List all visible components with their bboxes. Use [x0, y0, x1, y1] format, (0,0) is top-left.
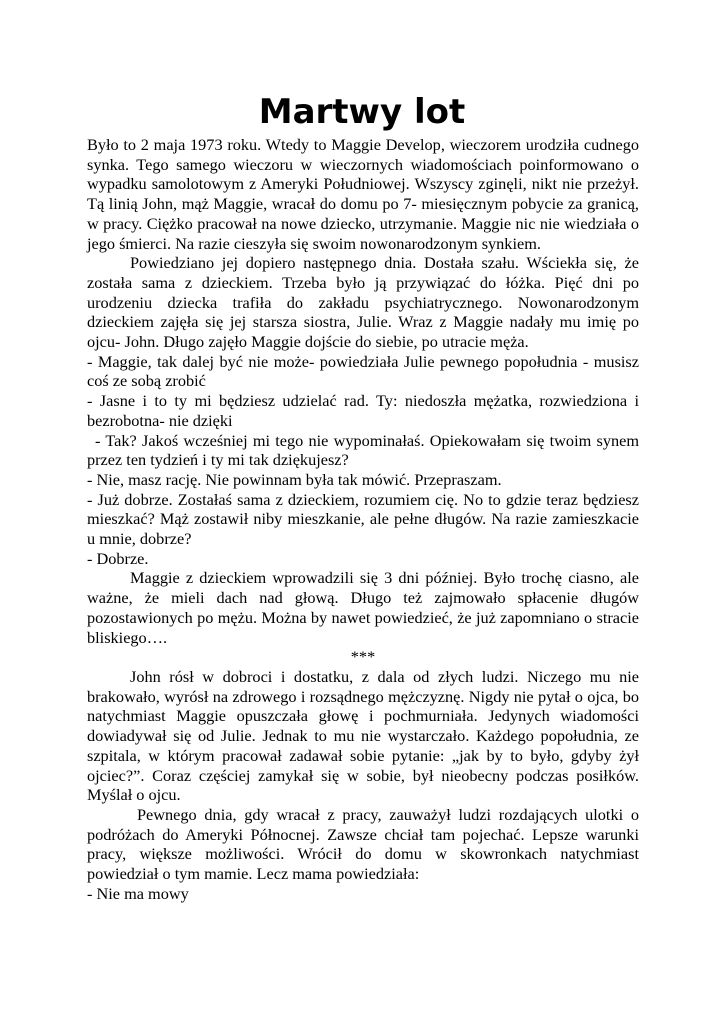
paragraph-4: John rósł w dobroci i dostatku, z dala od złych ludzi. Niczego mu nie brakowało, wyrósł na zdrowego i rozsądnego mężczyznę. Nigdy nie pytał o ojca, bo natychmiast Maggie opuszczała głowę i pochmurniała. Jedynych wiadomości dowiadywał się od Julie. Jednak to mu nie wystarczało. Każdego popołudnia, ze szpitala, w którym pracował zadawał sobie pytanie: „jak by to było, gdyby żył ojciec?”. Coraz częściej zamykał się w sobie, był nieobecny podczas posiłków. Myślał o ojcu. [87, 666, 639, 805]
dialogue-line-2: - Jasne i to ty mi będziesz udzielać rad. Ty: niedoszła mężatka, rozwiedziona i bezrobotna- nie dzięki [87, 391, 639, 430]
dialogue-line-7: - Nie ma mowy [87, 883, 189, 903]
paragraph-2: Powiedziano jej dopiero następnego dnia. Dostała szału. Wściekła się, że została sama z dzieckiem. Trzeba było ją przywiązać do łóżka. Pięć dni po urodzeniu dziecka trafiła do zakładu psychiatrycznego. Nowonarodzonym dzieckiem zajęła się jej starsza siostra, Julie. Wraz z Maggie nadały mu imię po ojcu- John. Długo zajęło Maggie dojście do siebie, po utracie męża. [87, 253, 639, 352]
paragraph-1: Było to 2 maja 1973 roku. Wtedy to Maggie Develop, wieczorem urodziła cudnego synka. Tego samego wieczoru w wieczornych wiadomościach poinformowano o wypadku samolotowym z Ameryki Południowej. Wszyscy zginęli, nikt nie przeżył. Tą linią John, mąż Maggie, wracał do domu po 7- miesięcznym pobycie za granicą, w pracy. Ciężko pracował na nowe dziecko, utrzymanie. Maggie nic nie wiedziała o jego śmierci. Na razie cieszyła się swoim nowonarodzonym synkiem. [87, 135, 639, 253]
paragraph-3: Maggie z dzieckiem wprowadzili się 3 dni później. Było trochę ciasno, ale ważne, że mieli dach nad głową. Długo też zajmowało spłacenie długów pozostawionych po mężu. Można by nawet powiedzieć, że już zapomniano o stracie bliskiego…. [87, 568, 639, 647]
dialogue-line-4: - Nie, masz rację. Nie powinnam była tak mówić. Przepraszam. [87, 469, 502, 489]
dialogue-line-3: - Tak? Jakoś wcześniej mi tego nie wypominałaś. Opiekowałam się twoim synem przez ten tydzień i ty mi tak dziękujesz? [87, 430, 639, 470]
section-separator: *** [350, 647, 376, 667]
dialogue-line-6: - Dobrze. [87, 548, 149, 568]
document-title: Martwy lot [258, 92, 466, 132]
dialogue-line-5: - Już dobrze. Zostałaś sama z dzieckiem, rozumiem cię. No to gdzie teraz będziesz mieszkać? Mąż zostawił niby mieszkanie, ale pełne długów. Na razie zamieszkacie u mnie, dobrze? [87, 489, 639, 549]
document-body [87, 135, 639, 903]
dialogue-line-1: - Maggie, tak dalej być nie może- powiedziała Julie pewnego popołudnia - musisz coś ze sobą zrobić [87, 351, 639, 391]
paragraph-5: Pewnego dnia, gdy wracał z pracy, zauważył ludzi rozdających ulotki o podróżach do Ameryki Północnej. Zawsze chciał tam pojechać. Lepsze warunki pracy, większe możliwości. Wrócił do domu w skowronkach natychmiast powiedział o tym mamie. Lecz mama powiedziała: [87, 804, 639, 884]
